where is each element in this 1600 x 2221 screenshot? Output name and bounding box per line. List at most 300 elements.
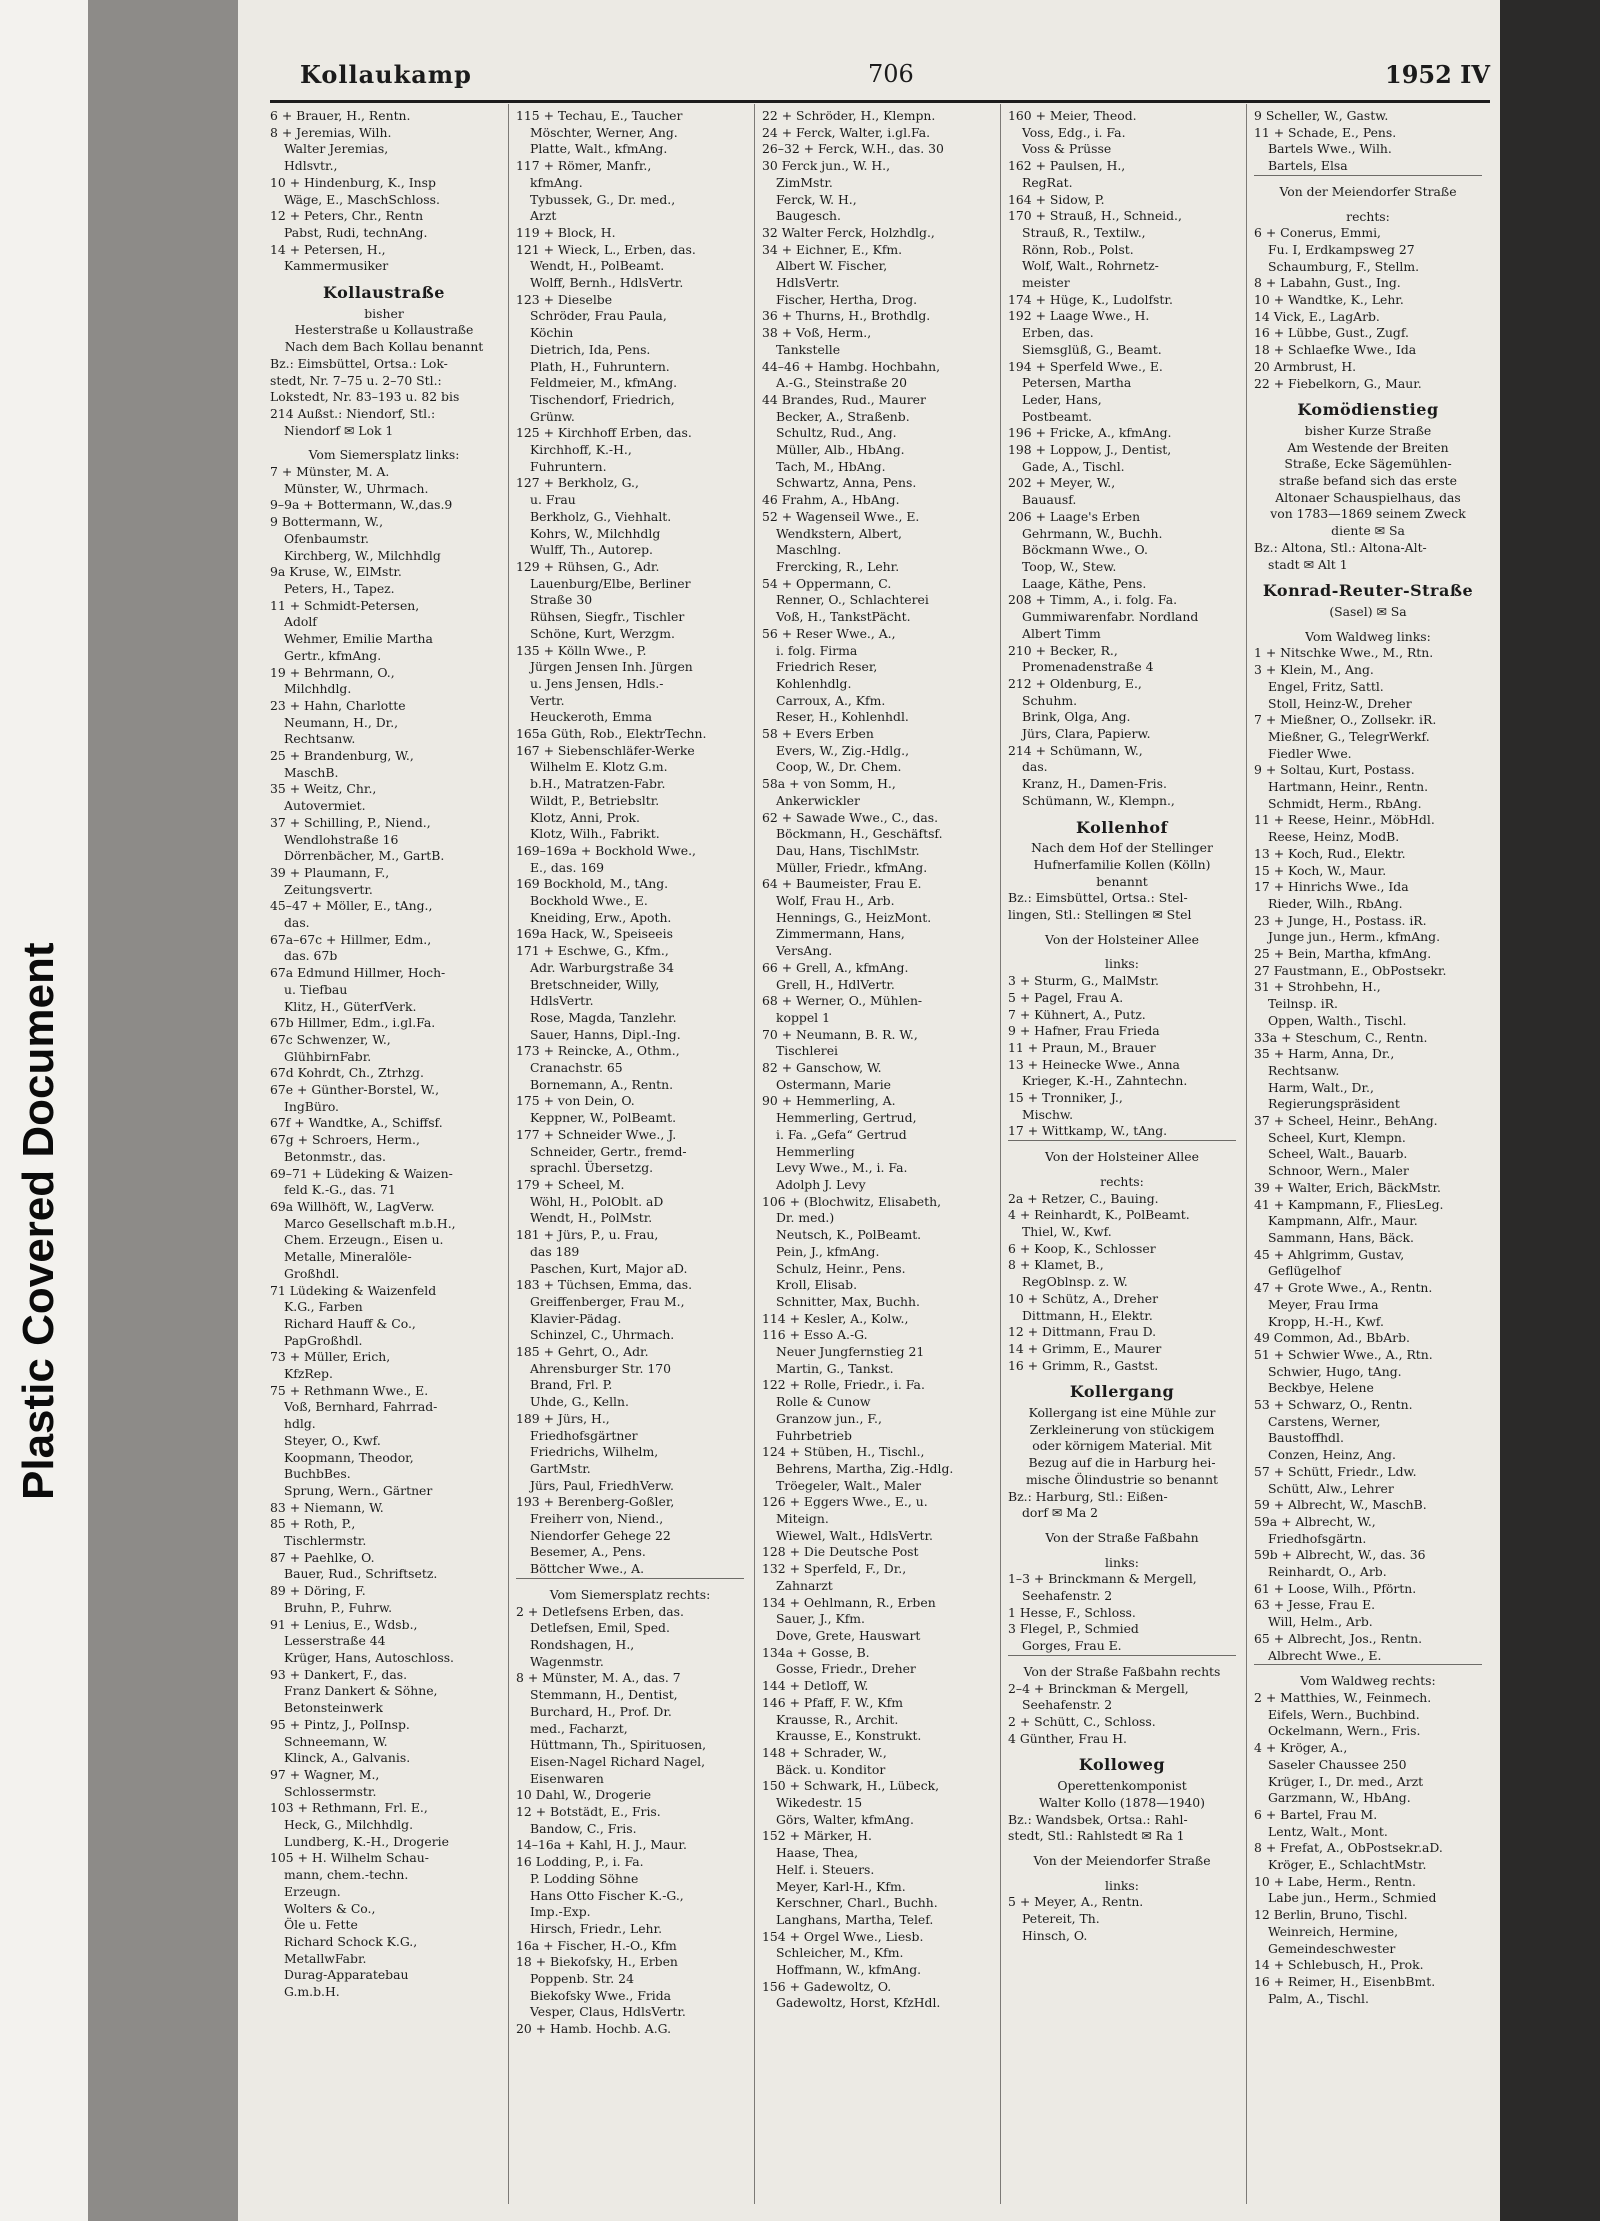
- directory-entry: Schmidt, Herm., RbAng.: [1268, 795, 1422, 811]
- directory-entry: Wendt, H., PolMstr.: [530, 1210, 653, 1226]
- column-5: [1254, 108, 1482, 2208]
- directory-entry: u. Tiefbau: [284, 981, 348, 997]
- directory-entry: 32 Walter Ferck, Holzhdlg.,: [762, 224, 935, 240]
- directory-entry: 14 + Grimm, E., Maurer: [1008, 1340, 1162, 1356]
- directory-entry: Cranachstr. 65: [530, 1060, 623, 1076]
- directory-entry: Promenadenstraße 4: [1022, 659, 1154, 675]
- directory-entry: Rieder, Wilh., RbAng.: [1268, 895, 1403, 911]
- directory-entry: 12 Berlin, Bruno, Tischl.: [1254, 1907, 1408, 1923]
- directory-entry: 46 Frahm, A., HbAng.: [762, 492, 900, 508]
- street-note: Straße, Ecke Sägemühlen-: [1284, 456, 1452, 472]
- directory-entry: 2 + Schütt, C., Schloss.: [1008, 1713, 1156, 1729]
- directory-entry: Tischlermstr.: [284, 1533, 367, 1549]
- directory-entry: Schnitter, Max, Buchh.: [776, 1293, 920, 1309]
- directory-entry: 68 + Werner, O., Mühlen-: [762, 993, 923, 1009]
- directory-entry: 169–169a + Bockhold Wwe.,: [516, 842, 696, 858]
- directory-entry: Schuhm.: [1022, 692, 1078, 708]
- directory-entry: 6 + Bartel, Frau M.: [1254, 1806, 1378, 1822]
- directory-entry: MetallwFabr.: [284, 1950, 367, 1966]
- directory-entry: 1 Hesse, F., Schloss.: [1008, 1604, 1136, 1620]
- directory-entry: 54 + Oppermann, C.: [762, 575, 892, 591]
- directory-entry: Hartmann, Heinr., Rentn.: [1268, 779, 1429, 795]
- directory-entry: Zimmermann, Hans,: [776, 926, 905, 942]
- directory-entry: 30 Ferck jun., W. H.,: [762, 158, 891, 174]
- directory-entry: A.-G., Steinstraße 20: [776, 375, 908, 391]
- section-header: Von der Straße Faßbahn: [1045, 1529, 1199, 1545]
- directory-entry: Klotz, Anni, Prok.: [530, 809, 640, 825]
- directory-entry: Regierungspräsident: [1268, 1096, 1400, 1112]
- directory-entry: 148 + Schrader, W.,: [762, 1744, 887, 1760]
- directory-entry: das 189: [530, 1243, 580, 1259]
- directory-entry: Junge jun., Herm., kfmAng.: [1268, 929, 1441, 945]
- directory-entry: 95 + Pintz, J., PolInsp.: [270, 1716, 410, 1732]
- directory-entry: Toop, W., Stew.: [1022, 558, 1117, 574]
- directory-entry: Meyer, Frau Irma: [1268, 1296, 1379, 1312]
- section-header: Von der Straße Faßbahn rechts: [1023, 1663, 1221, 1679]
- directory-entry: Bäck. u. Konditor: [776, 1761, 886, 1777]
- directory-entry: Hinsch, O.: [1022, 1927, 1088, 1943]
- directory-entry: 17 + Wittkamp, W., tAng.: [1008, 1123, 1168, 1139]
- directory-entry: 214 Außst.: Niendorf, Stl.:: [270, 405, 436, 421]
- directory-entry: 171 + Eschwe, G., Kfm.,: [516, 943, 669, 959]
- directory-entry: 10 + Schütz, A., Dreher: [1008, 1290, 1158, 1306]
- street-heading: Kollergang: [1069, 1384, 1175, 1402]
- directory-entry: Richard Hauff & Co.,: [284, 1315, 416, 1331]
- directory-entry: 122 + Rolle, Friedr., i. Fa.: [762, 1377, 925, 1393]
- section-header: Vom Siemersplatz rechts:: [549, 1586, 711, 1602]
- directory-entry: 91 + Lenius, E., Wdsb.,: [270, 1616, 418, 1632]
- directory-entry: 45 + Ahlgrimm, Gustav,: [1254, 1246, 1405, 1262]
- directory-entry: Rechtsanw.: [284, 731, 356, 747]
- directory-entry: Kirchhoff, K.-H.,: [530, 442, 632, 458]
- directory-entry: 164 + Sidow, P.: [1008, 191, 1105, 207]
- directory-entry: Dietrich, Ida, Pens.: [530, 341, 651, 357]
- directory-entry: Tybussek, G., Dr. med.,: [530, 191, 676, 207]
- directory-entry: Arzt: [530, 208, 557, 224]
- directory-entry: 12 + Peters, Chr., Rentn: [270, 208, 424, 224]
- directory-entry: Berkholz, G., Viehhalt.: [530, 508, 672, 524]
- directory-entry: Neutsch, K., PolBeamt.: [776, 1227, 922, 1243]
- directory-entry: ZimMstr.: [776, 174, 833, 190]
- directory-entry: Bruhn, P., Fuhrw.: [284, 1599, 393, 1615]
- directory-entry: Hüttmann, Th., Spirituosen,: [530, 1737, 707, 1753]
- directory-entry: RegRat.: [1022, 174, 1073, 190]
- street-note: Hufnerfamilie Kollen (Kölln): [1033, 856, 1211, 872]
- binder-strip: [0, 0, 88, 2221]
- directory-entry: Oppen, Walth., Tischl.: [1268, 1012, 1407, 1028]
- directory-entry: 52 + Wagenseil Wwe., E.: [762, 508, 920, 524]
- section-rule: [1008, 1655, 1236, 1656]
- directory-entry: Rechtsanw.: [1268, 1062, 1340, 1078]
- directory-entry: 8 + Münster, M. A., das. 7: [516, 1670, 681, 1686]
- directory-entry: Strauß, R., Textilw.,: [1022, 224, 1146, 240]
- directory-entry: Adolph J. Levy: [776, 1177, 866, 1192]
- directory-entry: Bornemann, A., Rentn.: [530, 1076, 674, 1092]
- directory-entry: Krüger, Hans, Autoschloss.: [284, 1649, 454, 1665]
- directory-entry: Siemsglüß, G., Beamt.: [1022, 341, 1162, 357]
- directory-entry: Bockhold Wwe., E.: [530, 893, 648, 909]
- directory-entry: Adolf: [284, 614, 317, 630]
- directory-entry: u. Jens Jensen, Hdls.-: [530, 675, 664, 691]
- directory-entry: Miteign.: [776, 1511, 829, 1527]
- directory-entry: Wolters & Co.,: [284, 1900, 376, 1916]
- directory-entry: Wolf, Walt., Rohrnetz-: [1022, 258, 1159, 274]
- directory-entry: Stoll, Heinz-W., Dreher: [1268, 695, 1412, 711]
- directory-entry: Zahnarzt: [776, 1577, 833, 1593]
- directory-entry: 23 + Junge, H., Postass. iR.: [1254, 912, 1427, 928]
- directory-entry: Wagenmstr.: [530, 1653, 604, 1669]
- directory-entry: 37 + Scheel, Heinr., BehAng.: [1254, 1113, 1438, 1129]
- directory-entry: Ankerwickler: [776, 792, 860, 808]
- directory-entry: u. Frau: [530, 492, 576, 508]
- directory-entry: med., Facharzt,: [530, 1720, 628, 1736]
- directory-entry: 115 + Techau, E., Taucher: [516, 108, 683, 123]
- directory-entry: 152 + Märker, H.: [762, 1828, 872, 1844]
- directory-entry: Dove, Grete, Hauswart: [776, 1627, 921, 1643]
- directory-entry: Besemer, A., Pens.: [530, 1544, 646, 1560]
- directory-entry: 82 + Ganschow, W.: [762, 1060, 882, 1076]
- directory-entry: 16 + Grimm, R., Gastst.: [1008, 1357, 1159, 1373]
- directory-entry: Bz.: Altona, Stl.: Altona-Alt-: [1254, 539, 1427, 555]
- directory-entry: Plath, H., Fuhruntern.: [530, 358, 670, 374]
- directory-entry: 62 + Sawade Wwe., C., das.: [762, 809, 939, 825]
- directory-entry: feld K.-G., das. 71: [284, 1182, 396, 1198]
- directory-entry: Biekofsky Wwe., Frida: [530, 1987, 672, 2003]
- directory-entry: Koopmann, Theodor,: [284, 1449, 414, 1465]
- directory-entry: KfzRep.: [284, 1366, 333, 1382]
- directory-entry: 87 + Paehlke, O.: [270, 1549, 375, 1565]
- directory-entry: 9 Bottermann, W.,: [270, 514, 384, 530]
- section-header: links:: [1105, 956, 1139, 972]
- directory-entry: Krieger, K.-H., Zahntechn.: [1022, 1073, 1188, 1089]
- directory-entry: 124 + Stüben, H., Tischl.,: [762, 1444, 925, 1460]
- directory-entry: Feldmeier, M., kfmAng.: [530, 375, 678, 391]
- directory-entry: Frercking, R., Lehr.: [776, 558, 900, 574]
- directory-entry: 6 + Conerus, Emmi,: [1254, 225, 1381, 241]
- street-note: Walter Kollo (1878—1940): [1038, 1794, 1205, 1810]
- directory-entry: Dörrenbächer, M., GartB.: [284, 848, 445, 864]
- street-note: von 1783—1869 seinem Zweck: [1270, 506, 1466, 522]
- directory-entry: Klotz, Wilh., Fabrikt.: [530, 826, 660, 842]
- directory-entry: Schlossermstr.: [284, 1783, 377, 1799]
- directory-entry: Bauausf.: [1022, 492, 1077, 508]
- directory-entry: Wildt, P., Betriebsltr.: [530, 792, 660, 808]
- directory-entry: Tankstelle: [776, 341, 841, 357]
- directory-entry: 123 + Dieselbe: [516, 291, 613, 307]
- directory-entry: Detlefsen, Emil, Sped.: [530, 1620, 670, 1636]
- directory-entry: 20 + Hamb. Hochb. A.G.: [516, 2021, 672, 2037]
- directory-entry: 11 + Praun, M., Brauer: [1008, 1039, 1156, 1055]
- directory-entry: das. 67b: [284, 948, 338, 964]
- directory-entry: Wilhelm E. Klotz G.m.: [530, 759, 668, 775]
- directory-entry: Helf. i. Steuers.: [776, 1861, 875, 1877]
- directory-entry: Hemmerling: [776, 1143, 855, 1159]
- column-divider: [1246, 104, 1247, 2204]
- directory-entry: 5 + Pagel, Frau A.: [1008, 989, 1124, 1005]
- directory-entry: 134a + Gosse, B.: [762, 1644, 870, 1660]
- street-note: Altonaer Schauspielhaus, das: [1275, 489, 1461, 505]
- directory-entry: 10 + Hindenburg, K., Insp: [270, 174, 436, 190]
- directory-entry: 69a Willhöft, W., LagVerw.: [270, 1199, 435, 1214]
- directory-entry: 181 + Jürs, P., u. Frau,: [516, 1227, 659, 1243]
- directory-entry: 126 + Eggers Wwe., E., u.: [762, 1494, 928, 1510]
- directory-entry: Pabst, Rudi, technAng.: [284, 224, 428, 240]
- page-edge-shadow: [1500, 0, 1600, 2221]
- directory-entry: Rühsen, Siegfr., Tischler: [530, 609, 685, 625]
- directory-entry: Klinck, A., Galvanis.: [284, 1750, 411, 1766]
- directory-entry: stedt, Nr. 7–75 u. 2–70 Stl.:: [270, 372, 442, 388]
- directory-entry: Fischer, Hertha, Drog.: [776, 291, 918, 307]
- directory-entry: Wendlohstraße 16: [284, 831, 399, 847]
- directory-entry: 214 + Schümann, W.,: [1008, 742, 1143, 758]
- directory-entry: 14 Vick, E., LagArb.: [1254, 308, 1380, 324]
- directory-entry: Schöne, Kurt, Werzgm.: [530, 625, 675, 641]
- directory-entry: Marco Gesellschaft m.b.H.,: [284, 1215, 456, 1231]
- directory-entry: Voß, Bernhard, Fahrrad-: [284, 1399, 438, 1415]
- directory-entry: 7 + Münster, M. A.: [270, 464, 390, 480]
- directory-entry: 34 + Eichner, E., Kfm.: [762, 241, 903, 257]
- directory-entry: Brink, Olga, Ang.: [1022, 709, 1131, 725]
- directory-entry: Bartels, Elsa: [1268, 158, 1348, 174]
- directory-entry: Erzeugn.: [284, 1883, 341, 1899]
- street-heading: Kollaustraße: [323, 285, 445, 302]
- directory-entry: Schinzel, C., Uhrmach.: [530, 1327, 675, 1343]
- directory-entry: 2–4 + Brinckman & Mergell,: [1008, 1680, 1189, 1696]
- directory-entry: 11 + Reese, Heinr., MöbHdl.: [1254, 812, 1435, 828]
- directory-entry: 167 + Siebenschläfer-Werke: [516, 742, 695, 758]
- directory-entry: Saseler Chaussee 250: [1268, 1756, 1407, 1772]
- directory-entry: 8 + Labahn, Gust., Ing.: [1254, 275, 1401, 291]
- directory-entry: 64 + Baumeister, Frau E.: [762, 876, 922, 892]
- directory-entry: Bauer, Rud., Schriftsetz.: [284, 1566, 438, 1582]
- directory-entry: Fu. I, Erdkampsweg 27: [1268, 241, 1415, 257]
- street-note: Bezug auf die in Harburg hei-: [1028, 1455, 1216, 1471]
- directory-entry: 3 Flegel, P., Schmied: [1008, 1621, 1139, 1637]
- directory-entry: Schümann, W., Klempn.,: [1022, 792, 1175, 808]
- directory-entry: Hemmerling, Gertrud,: [776, 1110, 917, 1126]
- directory-entry: 41 + Kampmann, F., FliesLeg.: [1254, 1196, 1444, 1212]
- directory-entry: Gummiwarenfabr. Nordland: [1022, 609, 1199, 625]
- directory-entry: 22 + Schröder, H., Klempn.: [762, 108, 936, 123]
- directory-entry: Neuer Jungfernstieg 21: [776, 1344, 925, 1360]
- directory-entry: Böttcher Wwe., A.: [530, 1561, 645, 1577]
- section-header: links:: [1105, 1554, 1139, 1570]
- directory-entry: Jürs, Clara, Papierw.: [1022, 726, 1151, 742]
- directory-entry: Renner, O., Schlachterei: [776, 592, 929, 608]
- directory-entry: 58 + Evers Erben: [762, 726, 874, 742]
- directory-entry: Gosse, Friedr., Dreher: [776, 1661, 916, 1677]
- directory-entry: Fiedler Wwe.: [1268, 745, 1352, 761]
- directory-entry: Schütt, Alw., Lehrer: [1268, 1480, 1394, 1496]
- directory-entry: Rolle & Cunow: [776, 1394, 871, 1410]
- directory-entry: 170 + Strauß, H., Schneid.,: [1008, 208, 1182, 224]
- street-note: Zerkleinerung von stückigem: [1029, 1421, 1215, 1437]
- directory-entry: Jürs, Paul, FriedhVerw.: [530, 1477, 674, 1493]
- section-header: Vom Waldweg links:: [1305, 628, 1431, 644]
- directory-entry: 2 + Detlefsens Erben, das.: [516, 1603, 684, 1619]
- directory-entry: Metalle, Mineralöle-: [284, 1249, 412, 1265]
- section-header: Vom Siemersplatz links:: [308, 447, 460, 463]
- directory-entry: Petereit, Th.: [1022, 1911, 1100, 1927]
- directory-entry: Laage, Käthe, Pens.: [1022, 575, 1147, 591]
- directory-entry: 4 + Kröger, A.,: [1254, 1740, 1348, 1756]
- directory-entry: Palm, A., Tischl.: [1268, 1990, 1369, 2006]
- directory-entry: 67e + Günther-Borstel, W.,: [270, 1082, 440, 1098]
- section-header: links:: [1105, 1877, 1139, 1893]
- directory-entry: 39 + Walter, Erich, BäckMstr.: [1254, 1179, 1441, 1195]
- directory-entry: Gertr., kfmAng.: [284, 647, 382, 663]
- directory-entry: 22 + Fiebelkorn, G., Maur.: [1254, 375, 1422, 391]
- section-header: Von der Holsteiner Allee: [1045, 1149, 1199, 1165]
- directory-entry: 67d Kohrdt, Ch., Ztrhzg.: [270, 1065, 424, 1081]
- street-heading: Komödienstieg: [1297, 402, 1439, 419]
- directory-entry: i. Fa. „Gefa“ Gertrud: [776, 1126, 907, 1142]
- directory-entry: 67g + Schroers, Herm.,: [270, 1132, 420, 1148]
- street-note: diente ✉ Sa: [1331, 523, 1405, 539]
- directory-entry: Sauer, Hanns, Dipl.-Ing.: [530, 1026, 681, 1042]
- directory-entry: Kneiding, Erw., Apoth.: [530, 909, 672, 925]
- directory-entry: 18 + Biekofsky, H., Erben: [516, 1954, 678, 1970]
- directory-entry: Neumann, H., Dr.,: [284, 714, 399, 730]
- directory-entry: Möschter, Werner, Ang.: [530, 124, 678, 140]
- directory-entry: Eisenwaren: [530, 1770, 604, 1786]
- directory-entry: Schwartz, Anna, Pens.: [776, 475, 917, 491]
- directory-entry: 10 + Wandtke, K., Lehr.: [1254, 292, 1404, 308]
- directory-entry: 106 + (Blochwitz, Elisabeth,: [762, 1193, 942, 1209]
- directory-entry: HdlsVertr.: [776, 275, 840, 291]
- directory-entry: 175 + von Dein, O.: [516, 1093, 635, 1109]
- directory-entry: Levy Wwe., M., i. Fa.: [776, 1160, 908, 1176]
- directory-entry: Adr. Warburgstraße 34: [530, 959, 675, 975]
- directory-entry: Leder, Hans,: [1022, 391, 1102, 407]
- directory-entry: 117 + Römer, Manfr.,: [516, 158, 652, 174]
- street-note: (Sasel) ✉ Sa: [1329, 603, 1407, 619]
- directory-entry: 169 Bockhold, M., tAng.: [516, 876, 669, 892]
- directory-entry: Münster, W., Uhrmach.: [284, 480, 429, 496]
- directory-entry: GlühbirnFabr.: [284, 1048, 372, 1064]
- directory-entry: Lesserstraße 44: [284, 1633, 386, 1649]
- directory-entry: Engel, Fritz, Sattl.: [1268, 678, 1384, 694]
- directory-entry: Labe jun., Herm., Schmied: [1268, 1890, 1437, 1906]
- street-heading: Konrad-Reuter-Straße: [1262, 583, 1474, 600]
- directory-entry: 162 + Paulsen, H.,: [1008, 158, 1126, 174]
- directory-entry: Friedhofsgärtn.: [1268, 1530, 1367, 1546]
- directory-entry: 103 + Rethmann, Frl. E.,: [270, 1800, 428, 1816]
- directory-entry: Schleicher, M., Kfm.: [776, 1945, 904, 1961]
- directory-entry: Voss, Edg., i. Fa.: [1022, 124, 1126, 140]
- directory-entry: 26–32 + Ferck, W.H., das. 30: [762, 141, 944, 157]
- directory-entry: Niendorfer Gehege 22: [530, 1527, 671, 1543]
- directory-entry: Ahrensburger Str. 170: [530, 1360, 672, 1376]
- directory-entry: Langhans, Martha, Telef.: [776, 1911, 934, 1927]
- section-header: Von der Holsteiner Allee: [1045, 931, 1199, 947]
- directory-entry: Albrecht Wwe., E.: [1268, 1647, 1382, 1663]
- street-note: Nach dem Hof der Stellinger: [1031, 840, 1213, 856]
- directory-entry: 6 + Koop, K., Schlosser: [1008, 1240, 1156, 1256]
- directory-entry: 9a Kruse, W., ElMstr.: [270, 564, 402, 580]
- column-2: [516, 108, 744, 2208]
- directory-entry: 9 + Soltau, Kurt, Postass.: [1254, 762, 1415, 778]
- directory-entry: 1 + Nitschke Wwe., M., Rtn.: [1254, 645, 1434, 661]
- directory-entry: 31 + Strohbehn, H.,: [1254, 979, 1381, 995]
- directory-entry: Gemeindeschwester: [1268, 1940, 1396, 1956]
- directory-entry: 83 + Niemann, W.: [270, 1499, 384, 1515]
- running-head-left: Kollaukamp: [300, 60, 472, 89]
- section-rule: [1254, 1664, 1482, 1665]
- directory-entry: Baustoffhdl.: [1268, 1430, 1344, 1446]
- directory-entry: 174 + Hüge, K., Ludolfstr.: [1008, 291, 1173, 307]
- directory-entry: Grell, H., HdlVertr.: [776, 976, 895, 992]
- directory-entry: Carroux, A., Kfm.: [776, 692, 886, 708]
- directory-entry: Stemmann, H., Dentist,: [530, 1687, 678, 1703]
- directory-entry: 144 + Detloff, W.: [762, 1678, 869, 1694]
- directory-entry: 7 + Kühnert, A., Putz.: [1008, 1006, 1146, 1022]
- directory-entry: 1–3 + Brinckmann & Mergell,: [1008, 1571, 1197, 1587]
- directory-entry: dorf ✉ Ma 2: [1022, 1505, 1099, 1521]
- directory-entry: 19 + Behrmann, O.,: [270, 664, 395, 680]
- directory-entry: Wikedestr. 15: [776, 1795, 863, 1811]
- directory-entry: 67f + Wandtke, A., Schiffsf.: [270, 1115, 443, 1131]
- directory-entry: Keppner, W., PolBeamt.: [530, 1110, 677, 1126]
- directory-entry: Lokstedt, Nr. 83–193 u. 82 bis: [270, 389, 460, 405]
- directory-entry: sprachl. Übersetzg.: [530, 1160, 654, 1176]
- directory-entry: Harm, Walt., Dr.,: [1268, 1079, 1374, 1095]
- directory-entry: Albert Timm: [1022, 625, 1101, 641]
- directory-entry: 173 + Reincke, A., Othm.,: [516, 1043, 680, 1059]
- directory-entry: 11 + Schmidt-Petersen,: [270, 597, 420, 613]
- street-note: bisher Kurze Straße: [1304, 422, 1432, 438]
- directory-entry: Vesper, Claus, HdlsVertr.: [530, 2004, 686, 2020]
- directory-entry: 134 + Oehlmann, R., Erben: [762, 1594, 936, 1610]
- directory-entry: Niendorf ✉ Lok 1: [284, 422, 394, 438]
- directory-entry: 67b Hillmer, Edm., i.gl.Fa.: [270, 1015, 436, 1031]
- directory-entry: 17 + Hinrichs Wwe., Ida: [1254, 879, 1409, 895]
- directory-entry: 36 + Thurns, H., Brothdlg.: [762, 308, 931, 324]
- directory-entry: Schneemann, W.: [284, 1733, 388, 1749]
- directory-entry: 66 + Grell, A., kfmAng.: [762, 959, 909, 975]
- directory-entry: 189 + Jürs, H.,: [516, 1410, 610, 1426]
- directory-entry: 2 + Matthies, W., Feinmech.: [1254, 1689, 1432, 1705]
- directory-entry: 93 + Dankert, F., das.: [270, 1666, 408, 1682]
- directory-entry: 6 + Brauer, H., Rentn.: [270, 108, 411, 123]
- directory-entry: 2a + Retzer, C., Bauing.: [1008, 1190, 1159, 1206]
- directory-entry: das.: [284, 915, 310, 931]
- directory-entry: Burchard, H., Prof. Dr.: [530, 1703, 672, 1719]
- directory-entry: Reese, Heinz, ModB.: [1268, 829, 1400, 845]
- directory-entry: Klavier-Pädag.: [530, 1310, 622, 1326]
- directory-entry: Fuhruntern.: [530, 458, 607, 474]
- directory-entry: Hirsch, Friedr., Lehr.: [530, 1920, 663, 1936]
- directory-entry: 70 + Neumann, B. R. W.,: [762, 1026, 918, 1042]
- directory-entry: Imp.-Exp.: [530, 1904, 591, 1920]
- directory-entry: Wiewel, Walt., HdlsVertr.: [776, 1527, 933, 1543]
- directory-entry: Dittmann, H., Elektr.: [1022, 1307, 1153, 1323]
- directory-entry: meister: [1022, 275, 1070, 291]
- directory-entry: Heck, G., Milchhdlg.: [284, 1817, 414, 1833]
- directory-entry: Kerschner, Charl., Buchh.: [776, 1895, 938, 1911]
- directory-entry: 16 + Lübbe, Gust., Zugf.: [1254, 325, 1409, 341]
- directory-entry: 10 Dahl, W., Drogerie: [516, 1787, 652, 1803]
- directory-entry: PapGroßhdl.: [284, 1332, 363, 1348]
- directory-entry: Grünw.: [530, 408, 575, 424]
- directory-entry: Durag-Apparatebau: [284, 1967, 409, 1983]
- street-note: Kollergang ist eine Mühle zur: [1028, 1405, 1216, 1421]
- directory-entry: 97 + Wagner, M.,: [270, 1766, 380, 1782]
- directory-entry: Beckbye, Helene: [1268, 1380, 1374, 1396]
- directory-entry: Ockelmann, Wern., Fris.: [1268, 1723, 1421, 1739]
- section-header: Von der Meiendorfer Straße: [1033, 1852, 1211, 1868]
- directory-entry: 37 + Schilling, P., Niend.,: [270, 814, 431, 830]
